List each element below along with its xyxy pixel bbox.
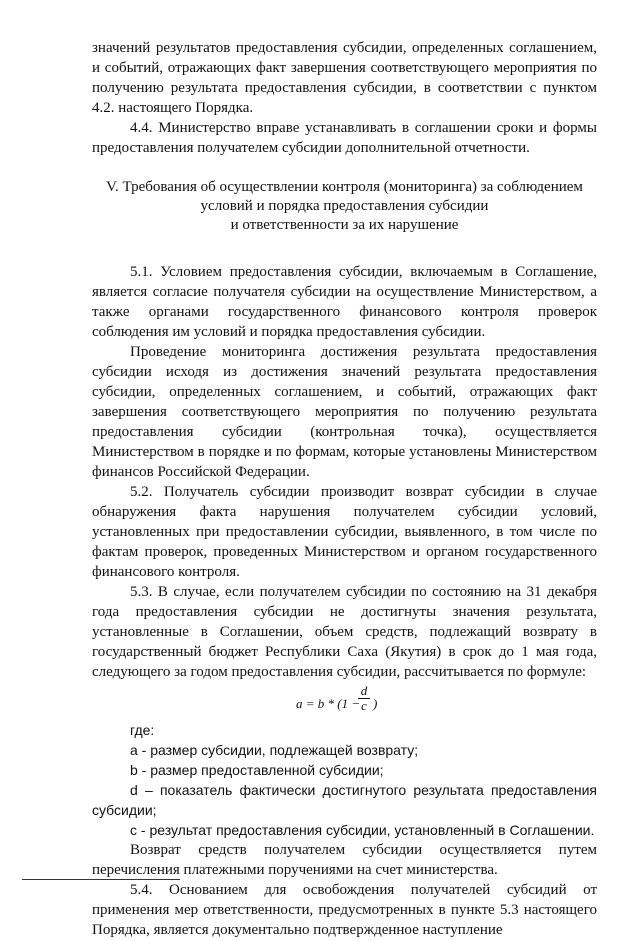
paragraph-monitoring: Проведение мониторинга достижения результата предоставления субсидии исходя из достижения значений результата предоставления субсидии, определенных соглашением, и событий, отражающих факт завершения соответствующего мероприятия по получению результата предоставления субсидии (контрольная точка), осуществляется Министерством в порядке и по формам, которые установлены Министерством финансов Российской Федерации. bbox=[92, 344, 597, 480]
paragraph-4-4: 4.4. Министерство вправе устанавливать в соглашении сроки и формы предоставления получателем субсидии дополнительной отчетности. bbox=[92, 120, 597, 156]
formula-left-part: a = b * (1 − bbox=[296, 696, 361, 711]
definition-d: d – показатель фактически достигнутого результата предоставления субсидии; bbox=[92, 782, 597, 818]
paragraph-5-3: 5.3. В случае, если получателем субсидии по состоянию на 31 декабря года предоставления субсидии не достигнуты значения результата, установленные в Соглашении, объем средств, подлежащий возврату в государственный бюджет Республики Саха (Якутия) в срок до 1 мая года, следующего за годом предоставления субсидии, рассчитывается по формуле: bbox=[92, 584, 597, 680]
paragraph-results-values: значений результатов предоставления субсидии, определенных соглашением, и событий, отражающих факт завершения соответствующего мероприятия по получению результата предоставления субсидии, в соответствии с пунктом 4.2. настоящего Порядка. bbox=[92, 40, 597, 116]
refund-formula bbox=[92, 684, 597, 718]
section-heading-line-1: V. Требования об осуществлении контроля (мониторинга) за соблюдением bbox=[106, 179, 583, 195]
formula-numerator: d bbox=[358, 684, 370, 699]
footer-divider bbox=[22, 879, 180, 880]
formula-right-part: ) bbox=[373, 696, 378, 711]
formula-denominator: c bbox=[361, 698, 367, 713]
formula-fraction bbox=[358, 684, 370, 713]
paragraph-5-4: 5.4. Основанием для освобождения получателей субсидий от применения мер ответственности, предусмотренных в пункте 5.3 настоящего Порядка, является документально подтвержденное наступление bbox=[92, 882, 597, 938]
section-heading-line-2: условий и порядка предоставления субсидии bbox=[200, 198, 489, 214]
definition-a: a - размер субсидии, подлежащей возврату; bbox=[130, 742, 419, 758]
paragraph-5-2: 5.2. Получатель субсидии производит возврат субсидии в случае обнаружения факта нарушения получателем субсидии условий, установленных при предоставлении субсидии, выявленного, в том числе по фактам проверок, проведенных Министерством и органом государственного финансового контроля. bbox=[92, 484, 597, 580]
paragraph-5-1: 5.1. Условием предоставления субсидии, включаемым в Соглашение, является согласие получателя субсидии на осуществление Министерством, а также органами государственного финансового контроля проверок соблюдения им условий и порядка предоставления субсидии. bbox=[92, 264, 597, 340]
definition-b: b - размер предоставленной субсидии; bbox=[130, 762, 384, 778]
section-heading bbox=[92, 178, 597, 235]
section-heading-line-3: и ответственности за их нарушение bbox=[230, 217, 459, 233]
paragraph-refund-transfer: Возврат средств получателем субсидии осуществляется путем перечисления платежными поручениями на счет министерства. bbox=[92, 842, 597, 878]
definitions-where: где: bbox=[130, 722, 155, 738]
document-page bbox=[92, 38, 597, 940]
definition-c: c - результат предоставления субсидии, установленный в Соглашении. bbox=[130, 822, 595, 838]
